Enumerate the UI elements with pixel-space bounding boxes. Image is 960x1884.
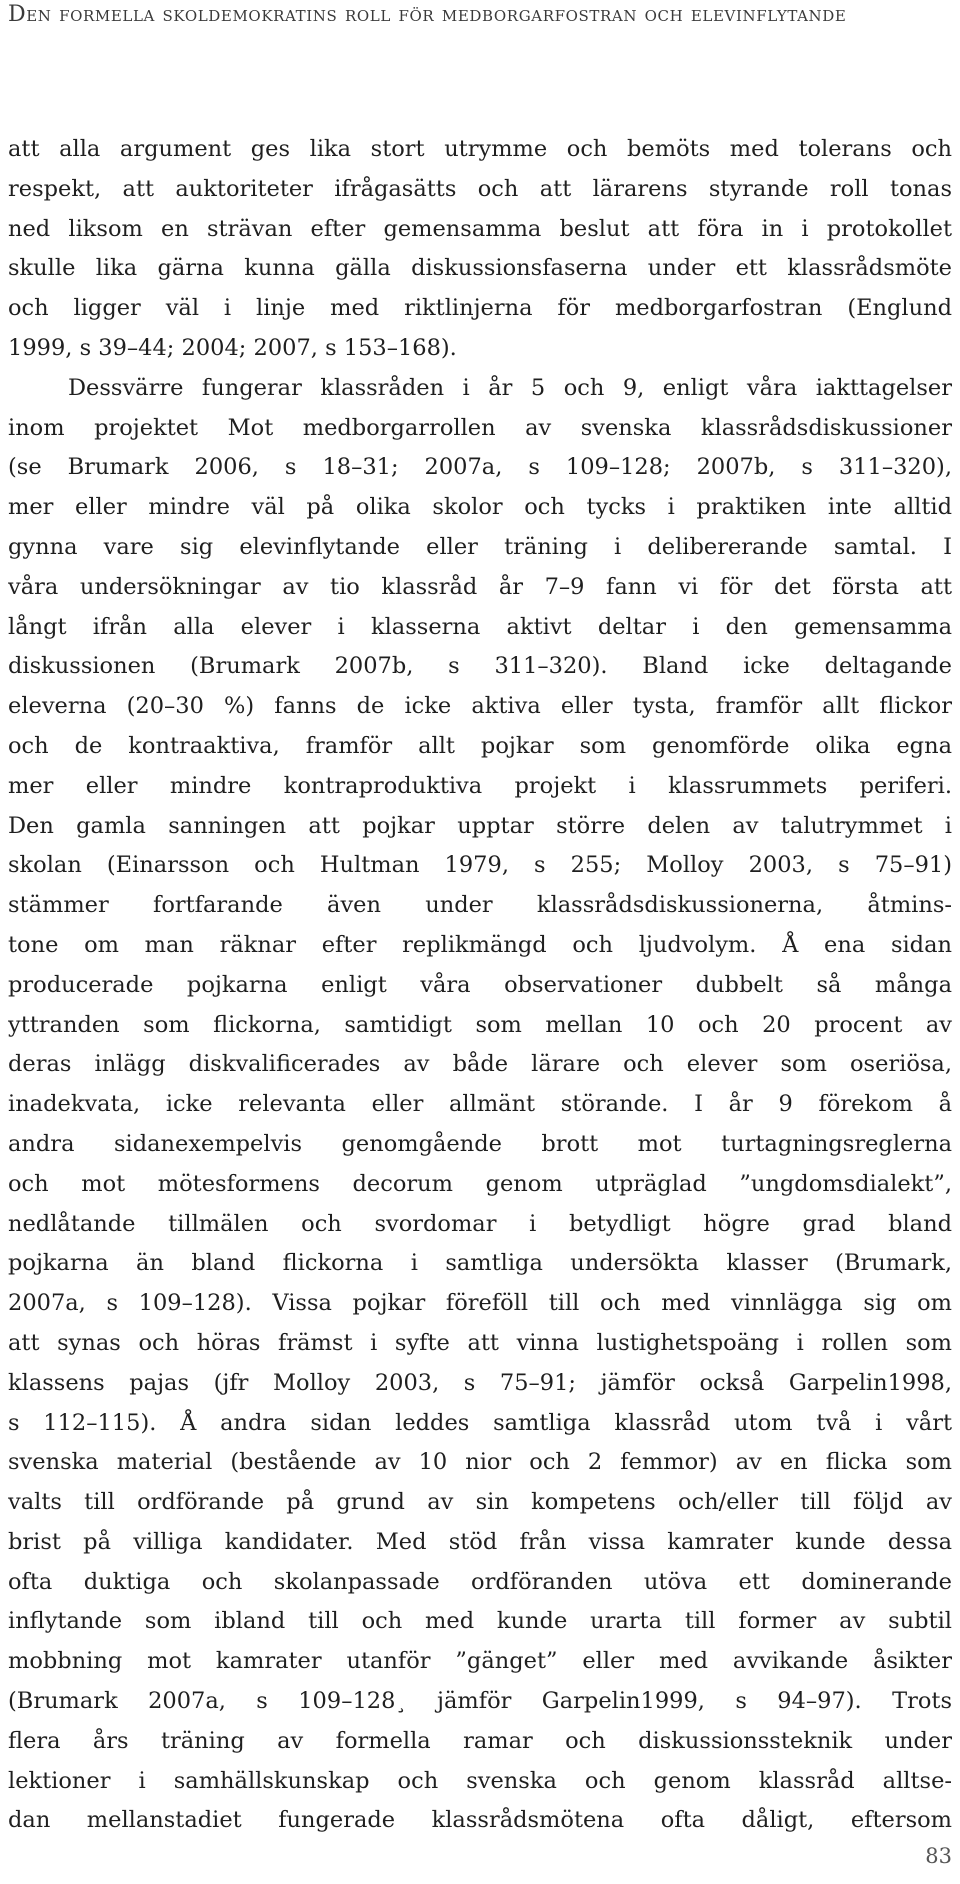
text-line: svenska material (bestående av 10 nior och 2 femmor) av en flicka som [8,1449,952,1476]
text-line: gynna vare sig elevinflytande eller träning i delibererande samtal. I [8,533,952,560]
text-line: 1999, s 39–44; 2004; 2007, s 153–168). [8,334,457,361]
text-line: yttranden som flickorna, samtidigt som mellan 10 och 20 procent av [8,1011,952,1038]
text-line: och de kontraaktiva, framför allt pojkar som genomförde olika egna [8,732,952,759]
text-line: inom projektet Mot medborgarrollen av svenska klassrådsdiskussioner [8,414,952,441]
text-line: (Brumark 2007a, s 109–128¸ jämför Garpelin1999, s 94–97). Trots [8,1688,952,1715]
text-line: mer eller mindre kontraproduktiva projekt i klassrummets periferi. [8,772,952,799]
running-header: Den formella skoldemokratins roll för medborgarfostran och elevinflytande [8,2,847,27]
page-number: 83 [925,1844,952,1868]
text-line: mer eller mindre väl på olika skolor och tycks i praktiken inte alltid [8,494,952,521]
text-line: dan mellanstadiet fungerade klassrådsmötena ofta dåligt, eftersom [8,1807,952,1834]
text-line: ofta duktiga och skolanpassade ordföranden utöva ett dominerande [8,1568,952,1595]
text-line: flera års träning av formella ramar och diskussionssteknik under [8,1727,952,1754]
text-line: deras inlägg diskvalificerades av både lärare och elever som oseriösa, [8,1051,952,1078]
body-text [8,130,952,1841]
text-line: och mot mötesformens decorum genom utpräglad ”ungdomsdialekt”, [8,1170,952,1197]
text-line: våra undersökningar av tio klassråd år 7–9 fann vi för det första att [8,573,952,600]
text-line: 2007a, s 109–128). Vissa pojkar föreföll till och med vinnlägga sig om [8,1290,952,1317]
text-line: pojkarna än bland flickorna i samtliga undersökta klasser (Brumark, [8,1250,952,1277]
text-line: ned liksom en strävan efter gemensamma beslut att föra in i protokollet [8,215,952,242]
paragraph-start-line: Dessvärre fungerar klassråden i år 5 och 9, enligt våra iakttagelser [68,374,952,401]
text-line: andra sidanexempelvis genomgående brott mot turtagningsreglerna [8,1130,952,1157]
text-line: stämmer fortfarande även under klassrådsdiskussionerna, åtmins- [8,892,952,919]
text-line: att alla argument ges lika stort utrymme och bemöts med tolerans och [8,136,952,162]
text-line: producerade pojkarna enligt våra observationer dubbelt så många [8,971,952,998]
text-line: skolan (Einarsson och Hultman 1979, s 255; Molloy 2003, s 75–91) [8,852,952,879]
text-line: inflytande som ibland till och med kunde urarta till former av subtil [8,1608,952,1635]
text-line: diskussionen (Brumark 2007b, s 311–320). Bland icke deltagande [8,653,952,680]
text-line: (se Brumark 2006, s 18–31; 2007a, s 109–128; 2007b, s 311–320), [8,454,952,481]
text-line: nedlåtande tillmälen och svordomar i betydligt högre grad bland [8,1210,952,1237]
text-line: brist på villiga kandidater. Med stöd från vissa kamrater kunde dessa [8,1528,952,1555]
text-line: klassens pajas (jfr Molloy 2003, s 75–91; jämför också Garpelin1998, [8,1369,952,1396]
text-line: lektioner i samhällskunskap och svenska och genom klassråd alltse- [8,1767,952,1794]
text-line: inadekvata, icke relevanta eller allmänt störande. I år 9 förekom å [8,1091,952,1118]
text-line: Den gamla sanningen att pojkar upptar större delen av talutrymmet i [8,812,952,839]
text-line: valts till ordförande på grund av sin kompetens och/eller till följd av [8,1489,952,1516]
text-line: att synas och höras främst i syfte att vinna lustighetspoäng i rollen som [8,1329,952,1356]
text-line: skulle lika gärna kunna gälla diskussionsfaserna under ett klassrådsmöte [8,255,952,282]
text-line: långt ifrån alla elever i klasserna aktivt deltar i den gemensamma [8,613,952,640]
text-line: eleverna (20–30 %) fanns de icke aktiva eller tysta, framför allt flickor [8,693,952,720]
text-line: respekt, att auktoriteter ifrågasätts och att lärarens styrande roll tonas [8,175,952,202]
text-line: tone om man räknar efter replikmängd och ljudvolym. Å ena sidan [8,931,952,958]
text-line: s 112–115). Å andra sidan leddes samtliga klassråd utom två i vårt [8,1409,952,1436]
text-line: mobbning mot kamrater utanför ”gänget” eller med avvikande åsikter [8,1648,952,1675]
text-line: och ligger väl i linje med riktlinjerna för medborgarfostran (Englund [8,295,952,322]
